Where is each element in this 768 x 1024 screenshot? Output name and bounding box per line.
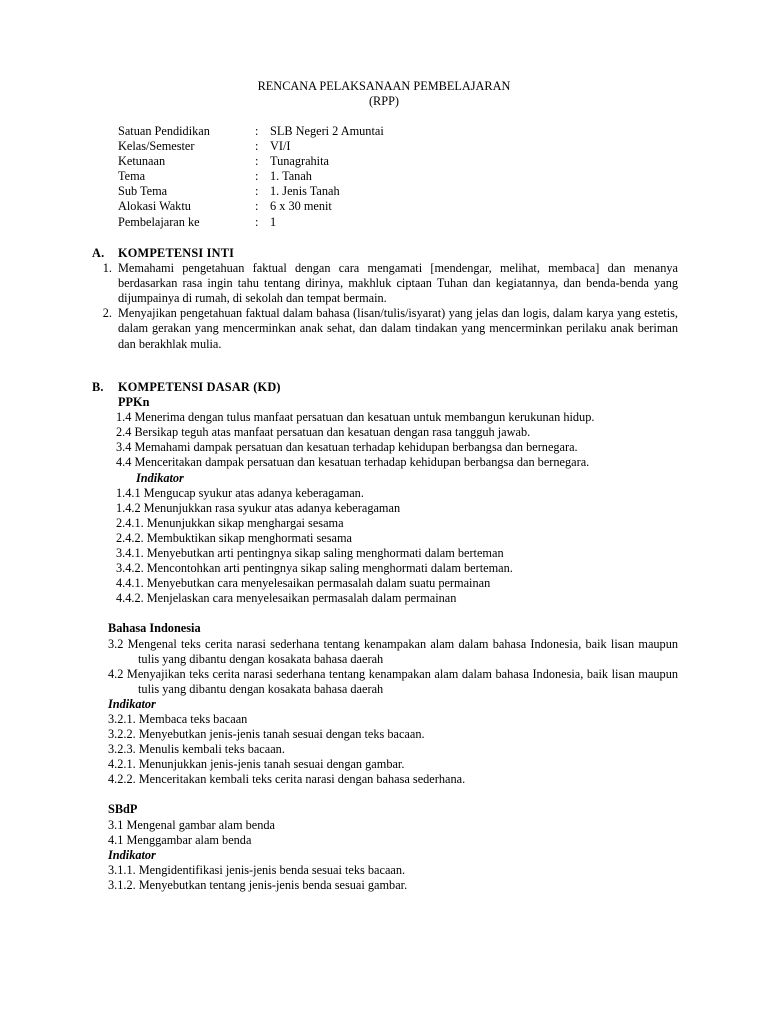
indikator-item: 2.4.1. Menunjukkan sikap menghargai sesama [116, 515, 344, 530]
ppkn-block [116, 395, 678, 606]
meta-key: Tema [118, 169, 146, 184]
meta-row [118, 184, 384, 199]
kd-item: 2.4 Bersikap teguh atas manfaat persatuan dan kesatuan dengan rasa tangguh jawab. [116, 425, 531, 440]
meta-row [118, 215, 384, 230]
kd-item: 4.1 Menggambar alam benda [108, 832, 252, 847]
indikator-item: 3.1.1. Mengidentifikasi jenis-jenis benda sesuai teks bacaan. [108, 862, 406, 877]
bahasa-indonesia-block [108, 621, 678, 787]
meta-key: Sub Tema [118, 184, 168, 199]
meta-row [118, 199, 384, 214]
item-number: 2. [102, 306, 112, 321]
section-letter: B. [92, 380, 104, 394]
list-item [92, 306, 678, 351]
meta-value: VI/I [270, 139, 291, 154]
identity-table [118, 124, 384, 230]
kd-item: 4.4 Menceritakan dampak persatuan dan kesatuan terhadap kehidupan berbangsa dan bernegara. [116, 455, 590, 470]
indikator-item: 4.2.1. Menunjukkan jenis-jenis tanah sesuai dengan gambar. [108, 757, 405, 772]
meta-value: 1. Jenis Tanah [270, 184, 340, 199]
item-number: 1. [102, 261, 112, 276]
section-kompetensi-inti [92, 246, 678, 352]
meta-key: Kelas/Semester [118, 139, 195, 154]
indikator-item: 3.1.2. Menyebutkan tentang jenis-jenis benda sesuai gambar. [108, 877, 408, 892]
indikator-item: 4.4.2. Menjelaskan cara menyelesaikan permasalah dalam permainan [116, 591, 457, 606]
kd-item: 3.1 Mengenal gambar alam benda [108, 817, 275, 832]
indikator-item: 3.2.2. Menyebutkan jenis-jenis tanah sesuai dengan teks bacaan. [108, 727, 425, 742]
indikator-item: 4.4.1. Menyebutkan cara menyelesaikan permasalah dalam suatu permainan [116, 576, 491, 591]
meta-row [118, 139, 384, 154]
indikator-label: Indikator [108, 696, 156, 711]
indikator-item: 1.4.1 Mengucap syukur atas adanya keberagaman. [116, 485, 364, 500]
meta-row [118, 154, 384, 169]
meta-value: 1. Tanah [270, 169, 312, 184]
meta-value: 1 [270, 214, 277, 229]
document-title [0, 79, 768, 109]
meta-colon: : [255, 154, 259, 169]
title-line-2: (RPP) [368, 94, 400, 108]
meta-colon: : [255, 124, 259, 138]
meta-value: 6 x 30 menit [270, 199, 332, 214]
indikator-item: 3.2.3. Menulis kembali teks bacaan. [108, 742, 285, 757]
meta-value: SLB Negeri 2 Amuntai [270, 124, 384, 138]
section-title: KOMPETENSI DASAR (KD) [118, 380, 281, 394]
indikator-item: 3.2.1. Membaca teks bacaan [108, 711, 248, 726]
section-kompetensi-dasar [92, 380, 678, 893]
indikator-item: 1.4.2 Menunjukkan rasa syukur atas adanya keberagaman [116, 500, 401, 515]
meta-key: Pembelajaran ke [118, 214, 200, 229]
kd-item: 1.4 Menerima dengan tulus manfaat persatuan dan kesatuan untuk membangun kerukunan hidup. [116, 410, 595, 425]
meta-colon: : [255, 184, 259, 199]
indikator-label: Indikator [136, 470, 184, 485]
kd-item: 3.4 Memahami dampak persatuan dan kesatuan terhadap kehidupan berbangsa dan bernegara. [116, 440, 578, 455]
indikator-item: 3.4.2. Mencontohkan arti pentingnya sikap saling menghormati dalam berteman. [116, 561, 513, 576]
subject-title: PPKn [118, 395, 150, 410]
meta-colon: : [255, 169, 259, 184]
meta-value: Tunagrahita [270, 154, 329, 169]
kd-item: 3.2 Mengenal teks cerita narasi sederhana tentang kenampakan alam dalam bahasa Indonesia, baik lisan maupun tulis yang dibantu dengan kosakata bahasa daerah [108, 636, 678, 666]
section-title: KOMPETENSI INTI [118, 246, 235, 260]
item-text: Memahami pengetahuan faktual dengan cara mengamati [mendengar, melihat, membaca] dan menanya berdasarkan rasa ingin tahu tentang dirinya, makhluk ciptaan Tuhan dan kegiatannya, dan benda-benda yang dijumpainya di rumah, di sekolah dan tempat bermain. [118, 261, 678, 306]
meta-key: Alokasi Waktu [118, 199, 191, 214]
meta-row [118, 124, 384, 139]
item-text: Menyajikan pengetahuan faktual dalam bahasa (lisan/tulis/isyarat) yang jelas dan logis, dalam karya yang estetis, dalam gerakan yang mencerminkan anak sehat, dan dalam tindakan yang mencerminkan perilaku anak beriman dan berakhlak mulia. [118, 306, 678, 351]
indikator-label: Indikator [108, 847, 156, 862]
meta-colon: : [255, 199, 259, 214]
sbdp-block [108, 802, 678, 893]
title-line-1: RENCANA PELAKSANAAN PEMBELAJARAN [257, 79, 511, 93]
subject-title: Bahasa Indonesia [108, 621, 201, 636]
subject-title: SBdP [108, 802, 138, 817]
section-heading [92, 246, 678, 261]
kd-item: 4.2 Menyajikan teks cerita narasi sederhana tentang kenampakan alam dalam bahasa Indonesia, baik lisan maupun tulis yang dibantu dengan kosakata bahasa daerah [108, 666, 678, 696]
indikator-item: 3.4.1. Menyebutkan arti pentingnya sikap saling menghormati dalam berteman [116, 546, 504, 561]
indikator-item: 2.4.2. Membuktikan sikap menghormati sesama [116, 530, 352, 545]
section-heading [92, 380, 678, 395]
indikator-item: 4.2.2. Menceritakan kembali teks cerita narasi dengan bahasa sederhana. [108, 772, 466, 787]
meta-colon: : [255, 214, 259, 229]
list-item [92, 261, 678, 306]
section-letter: A. [92, 246, 105, 260]
meta-colon: : [255, 139, 259, 154]
meta-row [118, 169, 384, 184]
meta-key: Satuan Pendidikan [118, 124, 210, 138]
meta-key: Ketunaan [118, 154, 166, 169]
